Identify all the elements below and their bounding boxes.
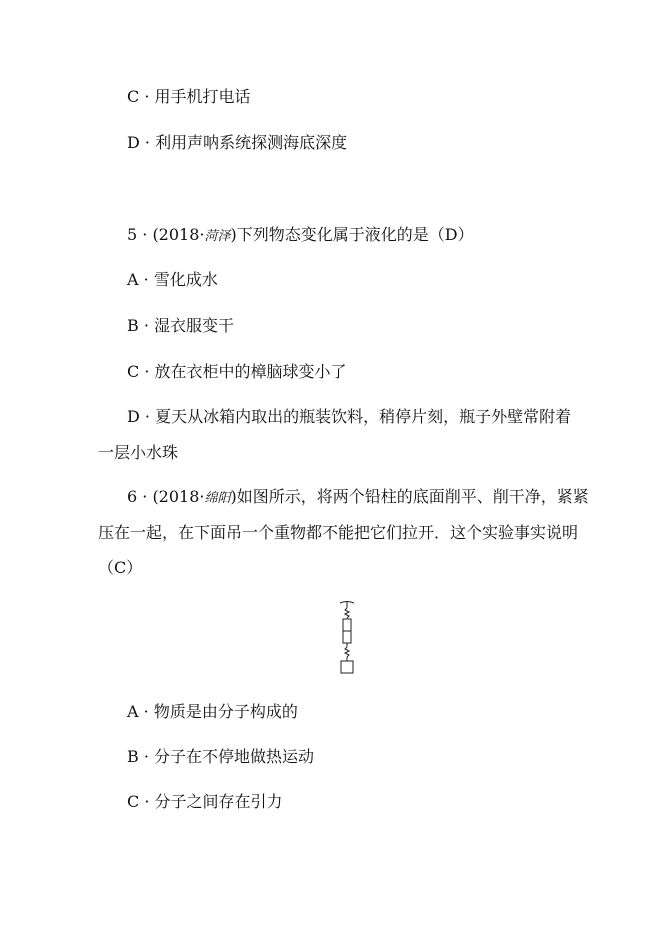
q5-option-c: C · 放在衣柜中的樟脑球变小了 xyxy=(127,362,347,381)
q4-option-c: C · 用手机打电话 xyxy=(127,87,251,106)
q5-option-d-continued: 一层小水珠 xyxy=(98,443,179,462)
q6-stem-text-1: )如图所示，将两个铅柱的底面削平、削干净，紧紧 xyxy=(230,487,589,506)
lead-cylinders-figure xyxy=(334,600,360,678)
q5-stem-text: )下列物态变化属于液化的是（D） xyxy=(230,225,474,244)
q4-option-d: D · 利用声呐系统探测海底深度 xyxy=(127,133,348,152)
q6-stem-line-3: （C） xyxy=(98,558,143,577)
q6-option-a: A · 物质是由分子构成的 xyxy=(127,702,298,721)
q6-stem-line-2: 压在一起，在下面吊一个重物都不能把它们拉开．这个实验事实说明 xyxy=(98,523,579,542)
q5-option-a: A · 雪化成水 xyxy=(127,270,218,289)
q6-stem-line-1 xyxy=(127,487,589,509)
q5-source: 菏泽 xyxy=(204,229,231,244)
q6-option-b: B · 分子在不停地做热运动 xyxy=(127,747,315,766)
q6-source: 绵阳 xyxy=(204,491,231,506)
spring-bottom xyxy=(345,647,349,657)
lead-cylinder-upper xyxy=(343,619,351,631)
q5-option-d: D · 夏天从冰箱内取出的瓶装饮料，稍停片刻，瓶子外壁常附着 xyxy=(127,407,572,426)
q5-stem xyxy=(127,225,474,247)
spring-top xyxy=(345,608,349,618)
weight-block xyxy=(341,661,353,673)
q6-option-c: C · 分子之间存在引力 xyxy=(127,792,283,811)
q6-prefix: 6 · (2018· xyxy=(127,487,205,506)
q5-prefix: 5 · (2018· xyxy=(127,225,205,244)
lead-cylinder-lower xyxy=(343,631,351,643)
q5-option-b: B · 湿衣服变干 xyxy=(127,316,235,335)
